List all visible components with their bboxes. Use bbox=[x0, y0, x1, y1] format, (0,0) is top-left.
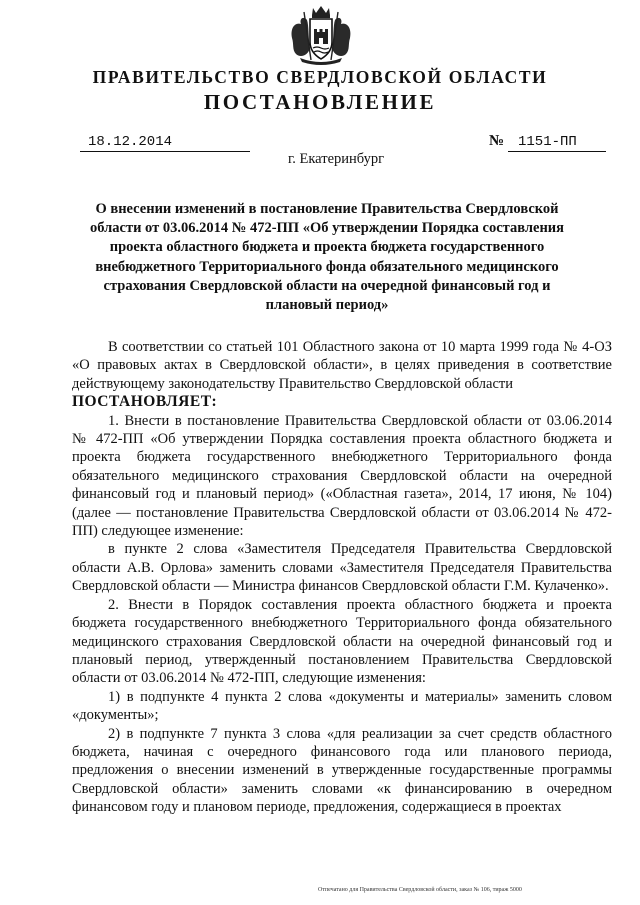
preamble-paragraph: В соответствии со статьей 101 Областного закона от 10 марта 1999 года № 4-ОЗ «О правовых актах в Свердловской области», в целях приведения в соответствие действующему законодательству Правительство Свердловской области bbox=[72, 339, 612, 392]
body-paragraph-1: 1. Внести в постановление Правительства Свердловской области от 03.06.2014 № 472-ПП «Об утверждении Порядка составления проекта областного бюджета и проекта бюджета государственного внебюджетного Территориального фонда обязательного медицинского страхования Свердловской области на очередной финансовый год и плановый период» («Областная газета», 2014, 17 июня, № 104) (далее — постановление Правительства Свердловской области от 03.06.2014 № 472-ПП) следующее изменение: bbox=[72, 412, 612, 540]
body-paragraph-5: 2) в подпункте 7 пункта 3 слова «для реализации за счет средств областного бюджета, начиная с очередного финансового года или планового периода, предложения о внесении изменений в утвержденные государственные программы Свердловской области» заменить словами «к финансированию в очередном финансовом году и плановом периоде, предложения, содержащиеся в проектах bbox=[72, 725, 612, 816]
body-paragraph-3: 2. Внести в Порядок составления проекта областного бюджета и проекта бюджета государственного внебюджетного Территориального фонда обязательного медицинского страхования Свердловской области на очередной финансовый год и плановый период, утвержденный постановлением Правительства Свердловской области от 03.06.2014 № 472-ПП, следующие изменения: bbox=[72, 596, 612, 687]
document-number: 1151-ПП bbox=[508, 134, 606, 152]
document-date: 18.12.2014 bbox=[80, 134, 250, 152]
organization-name: ПРАВИТЕЛЬСТВО СВЕРДЛОВСКОЙ ОБЛАСТИ bbox=[92, 67, 548, 87]
body-paragraph-2: в пункте 2 слова «Заместителя Председателя Правительства Свердловской области А.В. Орлова» заменить словами «Заместителя Председателя Правительства Свердловской области — Министра финансов Свердловской области Г.М. Кулаченко». bbox=[72, 541, 612, 595]
document-body bbox=[72, 338, 612, 817]
resolve-heading: ПОСТАНОВЛЯЕТ: bbox=[72, 393, 218, 411]
print-footer: Отпечатано для Правительства Свердловской области, заказ № 106, тираж 5000 bbox=[318, 887, 522, 893]
document-type: ПОСТАНОВЛЕНИЕ bbox=[203, 90, 437, 114]
coat-of-arms-emblem bbox=[286, 4, 356, 66]
body-paragraph-4: 1) в подпункте 4 пункта 2 слова «документы и материалы» заменить словом «документы»; bbox=[72, 688, 612, 724]
city-name: г. Екатеринбург bbox=[287, 151, 385, 167]
document-title: О внесении изменений в постановление Правительства Свердловской области от 03.06.2014 № 472-ПП «Об утверждении Порядка составления проекта областного бюджета и проекта бюджета государственного внебюджетного Территориального фонда обязательного медицинского страхования Свердловской области на очередной финансовый год и плановый период» bbox=[90, 201, 564, 314]
number-sign: № bbox=[489, 133, 505, 149]
